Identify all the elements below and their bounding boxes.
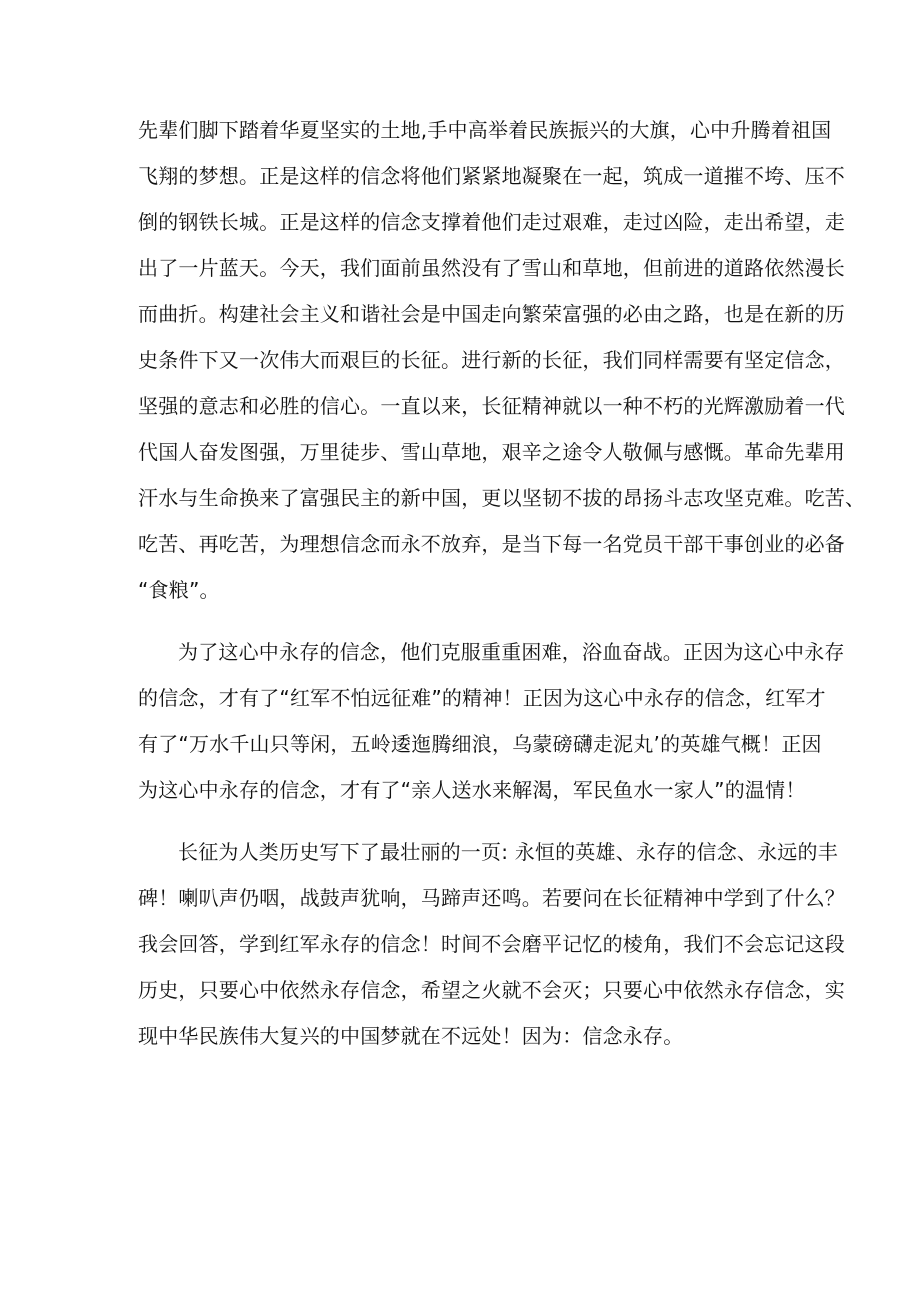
text-line: 史条件下又一次伟大而艰巨的长征。进行新的长征，我们同样需要有坚定信念，	[138, 348, 845, 372]
text-line: 吃苦、再吃苦，为理想信念而永不放弃，是当下每一名党员干部干事创业的必备	[138, 532, 845, 556]
text-line: 倒的钢铁长城。正是这样的信念支撑着他们走过艰难，走过凶险，走出希望，走	[138, 210, 845, 234]
text-line: 先辈们脚下踏着华夏坚实的土地,手中高举着民族振兴的大旗，心中升腾着祖国	[138, 118, 832, 142]
text-line: 为这心中永存的信念，才有了“亲人送水来解渴，军民鱼水一家人”的温情！	[138, 778, 806, 802]
text-line: 有了“万水千山只等闲，五岭逶迤腾细浪，乌蒙磅礴走泥丸’的英雄气概！正因	[138, 732, 822, 756]
text-line: 代国人奋发图强，万里徒步、雪山草地，艰辛之途令人敬佩与感慨。革命先辈用	[138, 440, 845, 464]
text-line: 碑！喇叭声仍咽，战鼓声犹响，马蹄声还鸣。若要问在长征精神中学到了什么？	[138, 886, 845, 910]
text-line: 而曲折。构建社会主义和谐社会是中国走向繁荣富强的必由之路，也是在新的历	[138, 302, 845, 326]
text-line: 出了一片蓝天。今天，我们面前虽然没有了雪山和草地，但前进的道路依然漫长	[138, 256, 845, 280]
text-line: 汗水与生命换来了富强民主的新中国，更以坚韧不拔的昂扬斗志攻坚克难。吃苦、	[138, 486, 866, 510]
text-line: 长征为人类历史写下了最壮丽的一页: 永恒的英雄、永存的信念、永远的丰	[178, 840, 838, 864]
text-line: “食粮”。	[138, 578, 220, 602]
text-line: 飞翔的梦想。正是这样的信念将他们紧紧地凝聚在一起，筑成一道摧不垮、压不	[138, 164, 845, 188]
text-line: 现中华民族伟大复兴的中国梦就在不远处！因为：信念永存。	[138, 1024, 684, 1048]
text-line: 坚强的意志和必胜的信心。一直以来，长征精神就以一种不朽的光辉激励着一代	[138, 394, 845, 418]
text-line: 我会回答，学到红军永存的信念！时间不会磨平记忆的棱角，我们不会忘记这段	[138, 932, 845, 956]
text-line: 历史，只要心中依然永存信念，希望之火就不会灭；只要心中依然永存信念，实	[138, 978, 845, 1002]
text-line: 为了这心中永存的信念，他们克服重重困难，浴血奋战。正因为这心中永存	[178, 640, 845, 664]
text-line: 的信念，才有了“红军不怕远征难”的精神！正因为这心中永存的信念，红军才	[138, 686, 826, 710]
